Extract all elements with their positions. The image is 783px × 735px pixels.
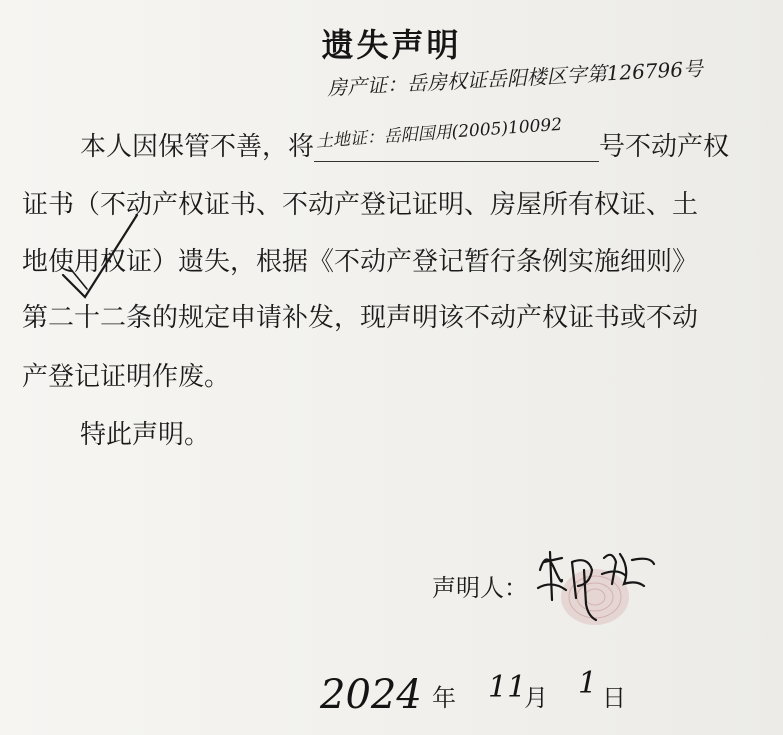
- line1-prefix: 本人因保管不善，将: [80, 132, 315, 162]
- handwritten-signature: [532, 540, 662, 630]
- closing-line: 特此声明。: [80, 420, 211, 450]
- body-line-4: 第二十二条的规定申请补发，现声明该不动产权证书或不动: [22, 303, 699, 333]
- month-label: 月: [524, 684, 548, 712]
- body-line-2: 证书（不动产权证书、不动产登记证明、房屋所有权证、土: [22, 190, 699, 220]
- year-label: 年: [432, 684, 456, 712]
- line1-suffix: 号不动产权: [599, 132, 730, 162]
- declarant-label: 声明人：: [432, 574, 528, 602]
- date-year: 2024: [320, 672, 422, 718]
- date-month: 11: [488, 670, 527, 705]
- body-line-5: 产登记证明作废。: [22, 362, 231, 392]
- date-day: 1: [578, 666, 598, 701]
- handwritten-land-cert-number: 土地证：岳阳国用(2005)10092: [315, 114, 563, 152]
- cert-number-blank: [314, 114, 599, 162]
- handwritten-property-cert-number: 房产证：岳房权证岳阳楼区字第126796号: [326, 56, 704, 100]
- date-row: [320, 666, 650, 730]
- page-title: 遗失声明: [321, 26, 462, 64]
- checkmark-icon: [55, 205, 145, 305]
- day-label: 日: [602, 684, 626, 712]
- body-line-1: [80, 114, 730, 162]
- body-line-3: 地使用权证）遗失，根据《不动产登记暂行条例实施细则》: [22, 247, 699, 277]
